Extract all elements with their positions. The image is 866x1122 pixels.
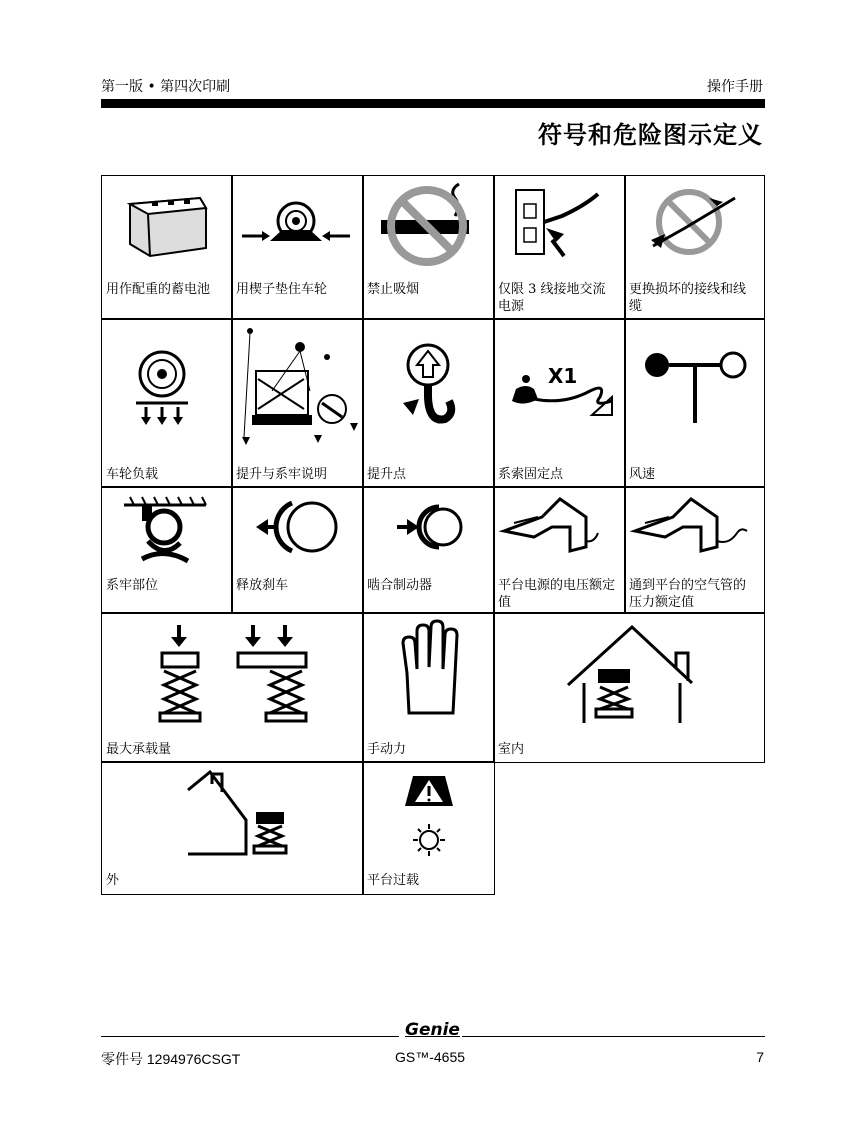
manual-name: 操作手册: [707, 79, 763, 95]
air-pressure-icon: [625, 487, 763, 577]
symbol-cell: [493, 612, 765, 763]
lifting-instructions-icon: [232, 319, 362, 464]
symbol-label: 平台过载: [367, 873, 420, 888]
symbol-cell: [101, 486, 233, 614]
symbol-cell: [231, 318, 364, 488]
edition-info: 第一版 • 第四次印刷: [101, 79, 231, 95]
footer-rule-left: [101, 1036, 399, 1037]
lifting-point-icon: [363, 319, 493, 459]
symbol-label: 系牢部位: [106, 578, 159, 593]
manual-force-icon: [363, 613, 493, 733]
outdoor-icon: [102, 762, 362, 867]
wind-speed-icon: [625, 319, 763, 459]
symbol-cell: [101, 318, 233, 488]
wheel-chock-icon: [232, 176, 362, 286]
symbol-cell: [231, 486, 364, 614]
symbol-cell: [101, 612, 364, 763]
model-name: GS™-4655: [395, 1049, 466, 1065]
symbol-cell: [624, 486, 765, 614]
symbol-label: 提升与系牢说明: [236, 467, 328, 482]
part-number: 零件号 1294976CSGT: [101, 1051, 241, 1067]
tie-down-location-icon: [102, 487, 232, 577]
symbol-cell: [493, 318, 626, 488]
symbol-cell: [624, 175, 765, 320]
symbol-label: 仅限 3 线接地交流电源: [498, 282, 606, 314]
genie-logo: Genie: [405, 1020, 460, 1040]
symbol-cell: [101, 175, 233, 320]
symbol-cell: [362, 612, 495, 763]
symbol-cell: [493, 175, 626, 320]
symbol-label: 最大承载量: [106, 742, 172, 757]
svg-text:X1: X1: [548, 364, 578, 388]
symbol-label: 车轮负载: [106, 467, 159, 482]
engage-brake-icon: [363, 487, 493, 577]
symbol-cell: [493, 486, 626, 614]
damaged-cord-icon: [625, 176, 763, 286]
no-smoking-icon: [363, 176, 493, 286]
symbol-cell: [231, 175, 364, 320]
symbol-label: 释放刹车: [236, 578, 289, 593]
symbol-cell: [362, 318, 495, 488]
symbol-label: 手动力: [367, 742, 407, 757]
page-title: 符号和危险图示定义: [538, 121, 763, 149]
symbol-cell: [362, 175, 495, 320]
header-rule: [101, 99, 765, 108]
battery-counterweight-icon: [102, 176, 232, 286]
symbol-cell: [624, 318, 765, 488]
symbol-label: 风速: [629, 467, 656, 482]
wheel-load-icon: [102, 319, 232, 459]
symbol-label: 平台电源的电压额定值: [498, 578, 616, 610]
symbol-label: 系索固定点: [498, 467, 564, 482]
symbol-label: 啮合制动器: [367, 578, 433, 593]
page-number: 7: [756, 1049, 764, 1065]
symbol-label: 用作配重的蓄电池: [106, 282, 211, 297]
tie-down-icon: [494, 319, 624, 459]
max-load-icon: [102, 613, 362, 733]
symbol-label: 更换损坏的接线和线缆: [629, 282, 747, 314]
platform-voltage-icon: [494, 487, 624, 577]
platform-overload-icon: [363, 762, 493, 867]
symbol-label: 用楔子垫住车轮: [236, 282, 328, 297]
grounded-outlet-icon: [494, 176, 624, 286]
symbol-label: 提升点: [367, 467, 407, 482]
symbol-label: 禁止吸烟: [367, 282, 420, 297]
symbol-cell: [101, 761, 364, 895]
symbol-label: 外: [106, 873, 120, 888]
release-brake-icon: [232, 487, 362, 577]
symbol-label: 通到平台的空气管的压力额定值: [629, 578, 747, 610]
symbol-label: 室内: [498, 742, 525, 757]
footer-rule-right: [462, 1036, 765, 1037]
symbol-cell: [362, 761, 495, 895]
symbol-cell: [362, 486, 495, 614]
indoor-icon: [494, 613, 764, 733]
